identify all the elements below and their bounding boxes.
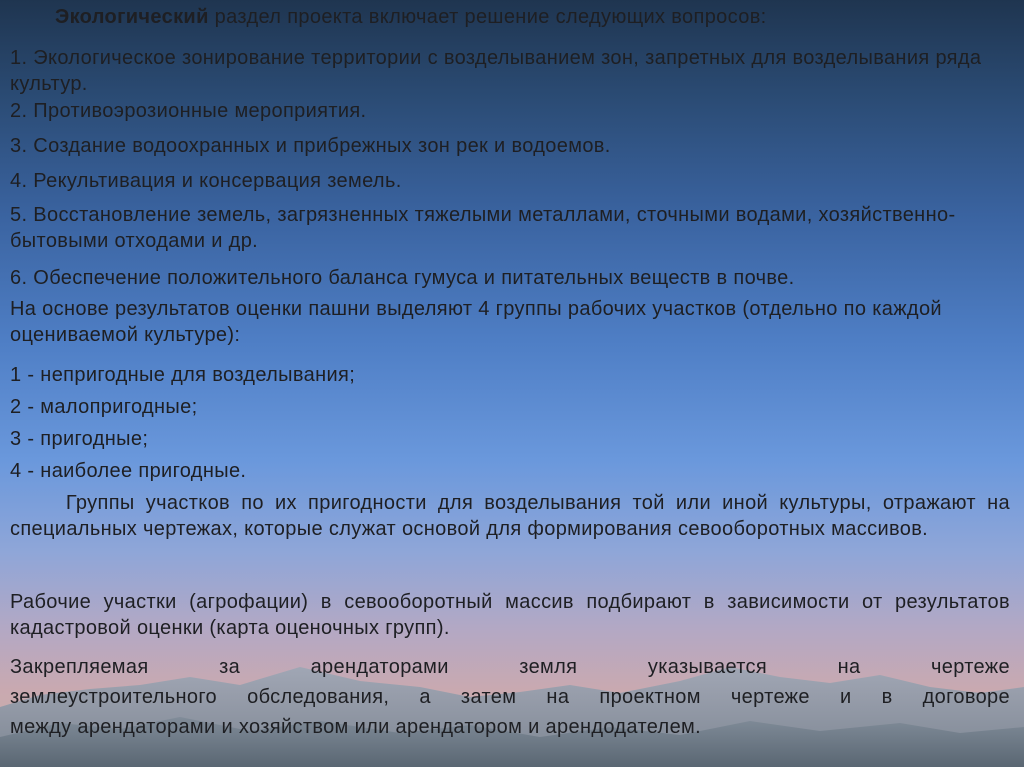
list-item: 3. Создание водоохранных и прибрежных зон рек и водоемов.: [10, 135, 611, 157]
list-item: 4. Рекультивация и консервация земель.: [10, 170, 402, 192]
group-item: 1 - непригодные для возделывания;: [10, 364, 356, 386]
groups-intro: На основе результатов оценки пашни выделяют 4 группы рабочих участков (отдельно по каждой оцениваемой культуре):: [10, 298, 942, 346]
paragraph-groups: Группы участков по их пригодности для возделывания той или иной культуры, отражают на специальных чертежах, которые служат основой для формирования севооборотных массивов.: [10, 492, 1016, 540]
list-item: 6. Обеспечение положительного баланса гумуса и питательных веществ в почве.: [10, 267, 795, 289]
paragraph-work-areas: Рабочие участки (агрофации) в севооборотный массив подбирают в зависимости от результатов кадастровой оценки (карта оценочных групп).: [10, 591, 1010, 639]
heading-bold-word: Экологический: [55, 6, 209, 28]
group-item: 4 - наиболее пригодные.: [10, 460, 247, 482]
heading-rest: раздел проекта включает решение следующих вопросов:: [208, 6, 767, 28]
paragraph-land-line: Закрепляемая за арендаторами земля указывается на чертеже: [10, 656, 1010, 678]
group-item: 2 - малопригодные;: [10, 396, 198, 418]
slide-heading: [55, 4, 955, 30]
list-item: 2. Противоэрозионные мероприятия.: [10, 100, 367, 122]
group-item: 3 - пригодные;: [10, 428, 149, 450]
list-item: 1. Экологическое зонирование территории с возделыванием зон, запретных для возделывания ряда культур.: [10, 47, 982, 95]
paragraph-land-line: между арендаторами и хозяйством или арендатором и арендодателем.: [10, 716, 702, 738]
paragraph-land-line: землеустроительного обследования, а затем на проектном чертеже и в договоре: [10, 686, 1010, 708]
list-item: 5. Восстановление земель, загрязненных тяжелыми металлами, сточными водами, хозяйственно-бытовыми отходами и др.: [10, 204, 956, 252]
